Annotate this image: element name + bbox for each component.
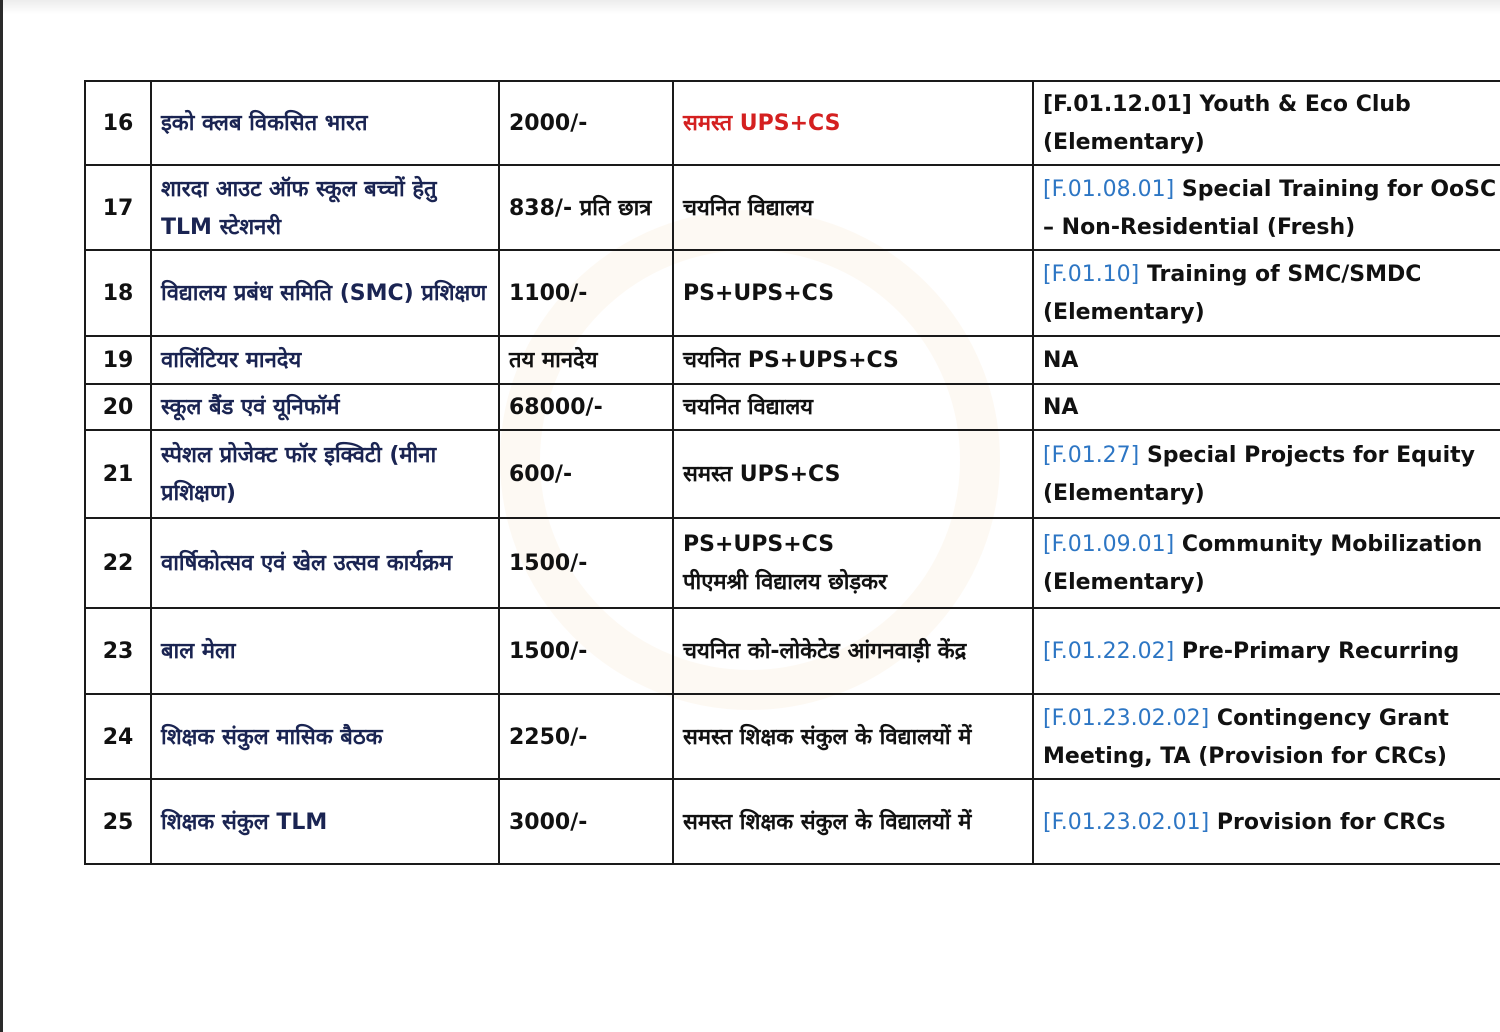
budget-head-code: [F.01.23.02.02] [1043, 705, 1210, 731]
scope: चयनित विद्यालय [673, 165, 1033, 250]
budget-head-code: [F.01.27] [1043, 443, 1140, 468]
row-number: 18 [85, 250, 151, 336]
amount: 838/- प्रति छात्र [499, 165, 673, 250]
budget-head-text: Pre-Primary Recurring [1181, 639, 1460, 664]
scope: समस्त UPS+CS [673, 81, 1033, 165]
amount: 1100/- [499, 250, 673, 336]
row-number: 24 [85, 694, 151, 779]
budget-head-text: Provision for CRCs [1216, 809, 1446, 835]
activity-name: वालिंटियर मानदेय [151, 336, 499, 384]
budget-head-text: Contingency Grant Meeting, TA (Provision for CRCs) [1043, 705, 1449, 769]
row-number: 21 [85, 430, 151, 518]
table-row [85, 518, 1500, 608]
budget-head [1033, 518, 1500, 608]
scope: समस्त शिक्षक संकुल के विद्यालयों में [673, 779, 1033, 864]
table-row [85, 81, 1500, 165]
budget-head-text: [F.01.12.01] Youth & Eco Club (Elementary) [1043, 92, 1411, 155]
row-number: 19 [85, 336, 151, 384]
scope-line-1: PS+UPS+CS [683, 532, 835, 557]
activity-name: बाल मेला [151, 608, 499, 694]
activity-name: शारदा आउट ऑफ स्कूल बच्चों हेतु TLM स्टेशनरी [151, 165, 499, 250]
page-left-edge [0, 0, 3, 1032]
budget-head [1033, 165, 1500, 250]
budget-head-code: [F.01.08.01] [1043, 176, 1175, 202]
activity-name: इको क्लब विकसित भारत [151, 81, 499, 165]
row-number: 20 [85, 384, 151, 430]
budget-head-text: NA [1043, 395, 1079, 420]
activity-name: स्कूल बैंड एवं यूनिफॉर्म [151, 384, 499, 430]
activity-name: शिक्षक संकुल मासिक बैठक [151, 694, 499, 779]
budget-head [1033, 430, 1500, 518]
budget-head-text: Special Training for OoSC – Non-Residential (Fresh) [1043, 176, 1497, 240]
table-row [85, 608, 1500, 694]
amount: 2000/- [499, 81, 673, 165]
budget-head-code: [F.01.22.02] [1043, 639, 1175, 664]
amount: 600/- [499, 430, 673, 518]
budget-head [1033, 250, 1500, 336]
budget-head-text: NA [1043, 348, 1079, 373]
scope [673, 518, 1033, 608]
amount: 1500/- [499, 518, 673, 608]
scope-line-2: पीएमश्री विद्यालय छोड़कर [683, 570, 888, 595]
activity-name: वार्षिकोत्सव एवं खेल उत्सव कार्यक्रम [151, 518, 499, 608]
amount: 2250/- [499, 694, 673, 779]
table-row [85, 694, 1500, 779]
scope: समस्त UPS+CS [673, 430, 1033, 518]
activity-name: शिक्षक संकुल TLM [151, 779, 499, 864]
activity-name: स्पेशल प्रोजेक्ट फॉर इक्विटी (मीना प्रशिक्षण) [151, 430, 499, 518]
row-number: 23 [85, 608, 151, 694]
table-row [85, 384, 1500, 430]
amount: 3000/- [499, 779, 673, 864]
row-number: 16 [85, 81, 151, 165]
budget-head [1033, 779, 1500, 864]
budget-head [1033, 608, 1500, 694]
budget-head-text: Training of SMC/SMDC (Elementary) [1043, 262, 1422, 325]
row-number: 17 [85, 165, 151, 250]
grant-table [84, 80, 1500, 865]
amount: 68000/- [499, 384, 673, 430]
table-row [85, 430, 1500, 518]
scope: चयनित को-लोकेटेड आंगनवाड़ी केंद्र [673, 608, 1033, 694]
budget-head-text: Community Mobilization (Elementary) [1043, 532, 1483, 595]
activity-name: विद्यालय प्रबंध समिति (SMC) प्रशिक्षण [151, 250, 499, 336]
amount: तय मानदेय [499, 336, 673, 384]
budget-head [1033, 384, 1500, 430]
budget-head [1033, 336, 1500, 384]
budget-head-code: [F.01.10] [1043, 262, 1140, 287]
table-row [85, 779, 1500, 864]
scope: PS+UPS+CS [673, 250, 1033, 336]
row-number: 22 [85, 518, 151, 608]
table-row [85, 250, 1500, 336]
budget-head [1033, 81, 1500, 165]
page-top-shade [3, 0, 1500, 14]
budget-head-code: [F.01.09.01] [1043, 532, 1175, 557]
scope: समस्त शिक्षक संकुल के विद्यालयों में [673, 694, 1033, 779]
budget-head-text: Special Projects for Equity (Elementary) [1043, 443, 1475, 506]
amount: 1500/- [499, 608, 673, 694]
table-row [85, 165, 1500, 250]
budget-head-code: [F.01.23.02.01] [1043, 809, 1210, 835]
scope: चयनित PS+UPS+CS [673, 336, 1033, 384]
table-row [85, 336, 1500, 384]
budget-head [1033, 694, 1500, 779]
scope: चयनित विद्यालय [673, 384, 1033, 430]
row-number: 25 [85, 779, 151, 864]
